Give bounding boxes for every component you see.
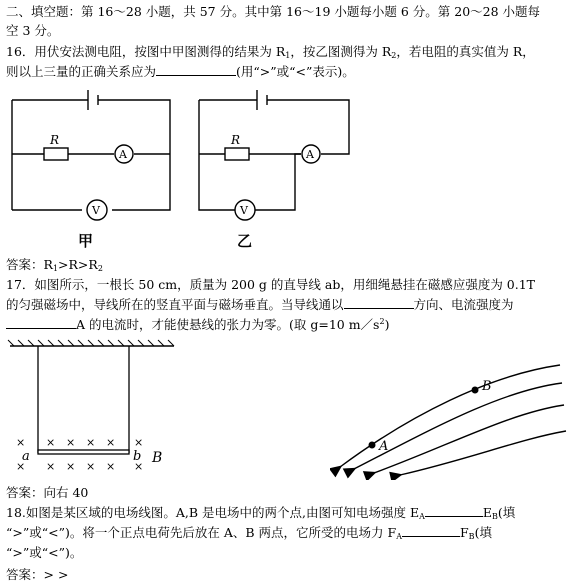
circuit-diagram-jia bbox=[6, 86, 176, 252]
q18-text-line3: “>”或“<”)。 bbox=[6, 545, 83, 560]
section-header-line2: 空 3 分。 bbox=[6, 23, 60, 38]
resistor-r-yi bbox=[225, 148, 249, 160]
ammeter-label-jia: A bbox=[119, 148, 127, 161]
wire-ab bbox=[38, 450, 129, 454]
q16-answer-blank[interactable] bbox=[156, 63, 236, 76]
svg-text:×: × bbox=[46, 460, 56, 473]
magnetic-field-wire-diagram bbox=[6, 338, 181, 478]
point-B bbox=[472, 387, 479, 394]
section-header-line1: 二、填空题：第 16～28 小题，共 57 分。其中第 16～19 小题每小题 6 分。第 20～28 小题每 bbox=[6, 4, 541, 19]
q16-answer: 答案：$R_1>R>R_2$ bbox=[6, 257, 103, 273]
svg-text:×: × bbox=[66, 460, 76, 473]
label-a: a bbox=[22, 449, 30, 464]
svg-text:×: × bbox=[86, 460, 96, 473]
q17-direction-blank[interactable] bbox=[344, 296, 414, 309]
q17-text-line1: 17．如图所示，一根长 50 cm，质量为 200 g 的直导线 ab，用细绳悬挂在磁感应强度为 0.1T bbox=[6, 277, 536, 292]
voltmeter-label-jia: V bbox=[92, 204, 100, 217]
svg-text:×: × bbox=[106, 436, 116, 449]
voltmeter-label-yi: V bbox=[240, 204, 248, 217]
q18-field-strength-blank[interactable] bbox=[425, 504, 483, 517]
resistor-r-jia bbox=[44, 148, 68, 160]
svg-text:×: × bbox=[134, 436, 144, 449]
svg-text:×: × bbox=[106, 460, 116, 473]
point-A bbox=[369, 442, 376, 449]
svg-text:×: × bbox=[16, 460, 26, 473]
q16-text-line2: 则以上三量的正确关系应为 (用“>”或“<”表示)。 bbox=[6, 64, 355, 79]
q18-text-line1: 18.如图是某区域的电场线图。A,B 是电场中的两个点,由图可知电场强度 $E_A$ $E_B$(填 bbox=[6, 505, 516, 521]
svg-text:×: × bbox=[46, 436, 56, 449]
q17-text-line3: A 的电流时，才能使悬线的张力为零。(取 g=10 $m/s^2$) bbox=[6, 316, 389, 334]
caption-yi: 乙 bbox=[237, 232, 253, 250]
resistor-label-yi: R bbox=[231, 133, 241, 147]
q17-text-line2: 的匀强磁场中，导线所在的竖直平面与磁场垂直。当导线通以 方向、电流强度为 bbox=[6, 297, 514, 312]
q17-current-blank[interactable] bbox=[6, 316, 76, 329]
q18-answer: 答案：> > bbox=[6, 567, 69, 582]
q16-text-line1: 16．用伏安法测电阻，按图中甲图测得的结果为 $R_1$，按乙图测得为 $R_2$，若电阻的真实值为 R， bbox=[6, 44, 535, 60]
q18-text-line2: “>”或“<”)。将一个正点电荷先后放在 A、B 两点，它所受的电场力 $F_A$ $F_B$(填 bbox=[6, 525, 492, 541]
circuit-diagram-yi bbox=[193, 86, 363, 252]
label-b: b bbox=[133, 449, 142, 464]
q17-answer: 答案：向右 40 bbox=[6, 485, 89, 500]
svg-text:×: × bbox=[134, 460, 144, 473]
caption-jia: 甲 bbox=[78, 232, 94, 250]
electric-field-lines-diagram bbox=[330, 355, 570, 480]
svg-text:×: × bbox=[16, 436, 26, 449]
svg-text:×: × bbox=[66, 436, 76, 449]
label-point-B: B bbox=[482, 379, 492, 394]
svg-text:×: × bbox=[86, 436, 96, 449]
q18-force-blank[interactable] bbox=[402, 524, 460, 537]
label-point-A: A bbox=[379, 439, 389, 454]
ammeter-label-yi: A bbox=[306, 148, 314, 161]
label-field-B: B bbox=[152, 450, 163, 466]
resistor-label-jia: R bbox=[50, 133, 60, 147]
